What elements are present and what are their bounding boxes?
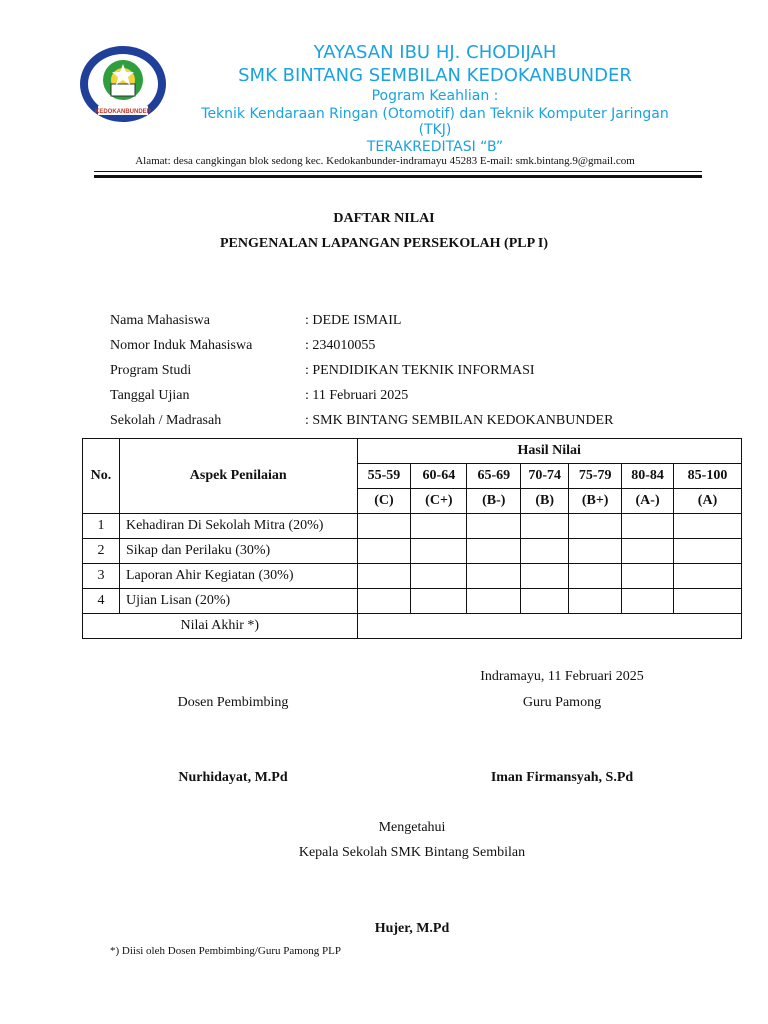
score-cell — [622, 514, 674, 539]
info-label-nim: Nomor Induk Mahasiswa — [110, 338, 253, 353]
right-signer-role: Guru Pamong — [522, 695, 602, 710]
final-row — [83, 614, 742, 639]
info-label-school: Sekolah / Madrasah — [110, 413, 222, 428]
score-cell — [569, 589, 622, 614]
score-cell — [622, 589, 674, 614]
row-aspect: Kehadiran Di Sekolah Mitra (20%) — [119, 514, 357, 539]
row-aspect: Sikap dan Perilaku (30%) — [119, 539, 357, 564]
table-row — [83, 539, 742, 564]
score-cell — [521, 564, 569, 589]
grade-cell: (A-) — [622, 489, 674, 514]
info-label-program: Program Studi — [110, 363, 192, 378]
range-cell: 80-84 — [622, 464, 674, 489]
header-aspect: Aspek Penilaian — [119, 439, 357, 514]
svg-text:KEDOKANBUNDER: KEDOKANBUNDER — [94, 109, 152, 115]
grade-cell: (B-) — [467, 489, 521, 514]
score-cell — [467, 564, 521, 589]
score-cell — [521, 589, 569, 614]
table-row — [83, 514, 742, 539]
final-score-cell — [357, 614, 741, 639]
score-cell — [411, 539, 467, 564]
score-cell — [357, 564, 411, 589]
grade-cell: (B+) — [569, 489, 622, 514]
info-value-date: : 11 Februari 2025 — [305, 388, 409, 403]
final-score-label: Nilai Akhir *) — [83, 614, 358, 639]
left-signer-role: Dosen Pembimbing — [177, 695, 289, 710]
grade-cell: (C+) — [411, 489, 467, 514]
row-no: 3 — [83, 564, 120, 589]
document-title: DAFTAR NILAI — [333, 211, 435, 226]
accreditation: TERAKREDITASI “B” — [366, 139, 504, 155]
score-cell — [411, 514, 467, 539]
score-cell — [674, 514, 742, 539]
school-address: Alamat: desa cangkingan blok sedong kec. Kedokanbunder-indramayu 45283 E-mail: smk.bintang.9@gmail.com — [135, 155, 635, 167]
score-cell — [357, 589, 411, 614]
score-cell — [357, 514, 411, 539]
head-name: Hujer, M.Pd — [374, 921, 450, 936]
score-cell — [674, 589, 742, 614]
grade-cell: (C) — [357, 489, 411, 514]
head-role: Kepala Sekolah SMK Bintang Sembilan — [298, 845, 526, 860]
score-cell — [569, 564, 622, 589]
range-cell: 70-74 — [521, 464, 569, 489]
score-cell — [674, 564, 742, 589]
table-row — [83, 564, 742, 589]
score-cell — [569, 514, 622, 539]
left-signer-name: Nurhidayat, M.Pd — [178, 770, 288, 785]
info-label-date: Tanggal Ujian — [110, 388, 190, 403]
score-cell — [569, 539, 622, 564]
score-cell — [622, 539, 674, 564]
right-signer-name: Iman Firmansyah, S.Pd — [490, 770, 634, 785]
score-cell — [521, 539, 569, 564]
header-divider-thin — [94, 171, 702, 172]
program-list: Teknik Kendaraan Ringan (Otomotif) dan Teknik Komputer Jaringan (TKJ) — [201, 106, 669, 138]
document-subtitle: PENGENALAN LAPANGAN PERSEKOLAH (PLP I) — [220, 236, 548, 251]
score-cell — [521, 514, 569, 539]
info-value-program: : PENDIDIKAN TEKNIK INFORMASI — [305, 363, 535, 378]
header-result: Hasil Nilai — [357, 439, 741, 464]
range-cell: 85-100 — [674, 464, 742, 489]
header-no: No. — [83, 439, 120, 514]
acknowledge-label: Mengetahui — [378, 820, 446, 835]
score-cell — [467, 514, 521, 539]
info-value-school: : SMK BINTANG SEMBILAN KEDOKANBUNDER — [305, 413, 614, 428]
place-date: Indramayu, 11 Februari 2025 — [480, 669, 644, 684]
score-cell — [622, 564, 674, 589]
row-aspect: Laporan Ahir Kegiatan (30%) — [119, 564, 357, 589]
score-cell — [411, 564, 467, 589]
school-logo — [78, 44, 168, 124]
range-cell: 75-79 — [569, 464, 622, 489]
grade-cell: (A) — [674, 489, 742, 514]
grade-table — [82, 438, 742, 639]
score-cell — [467, 539, 521, 564]
info-value-nim: : 234010055 — [305, 338, 376, 353]
info-value-name: : DEDE ISMAIL — [305, 313, 402, 328]
row-no: 1 — [83, 514, 120, 539]
range-cell: 65-69 — [467, 464, 521, 489]
grade-cell: (B) — [521, 489, 569, 514]
row-no: 4 — [83, 589, 120, 614]
score-cell — [357, 539, 411, 564]
table-row — [83, 589, 742, 614]
school-name: SMK BINTANG SEMBILAN KEDOKANBUNDER — [238, 65, 632, 86]
footnote: *) Diisi oleh Dosen Pembimbing/Guru Pamong PLP — [110, 945, 341, 957]
score-cell — [467, 589, 521, 614]
range-cell: 60-64 — [411, 464, 467, 489]
range-cell: 55-59 — [357, 464, 411, 489]
header-divider-thick — [94, 175, 702, 178]
row-no: 2 — [83, 539, 120, 564]
info-label-name: Nama Mahasiswa — [110, 313, 210, 328]
score-cell — [674, 539, 742, 564]
row-aspect: Ujian Lisan (20%) — [119, 589, 357, 614]
foundation-name: YAYASAN IBU HJ. CHODIJAH — [313, 42, 557, 63]
score-cell — [411, 589, 467, 614]
program-label: Pogram Keahlian : — [371, 88, 499, 104]
